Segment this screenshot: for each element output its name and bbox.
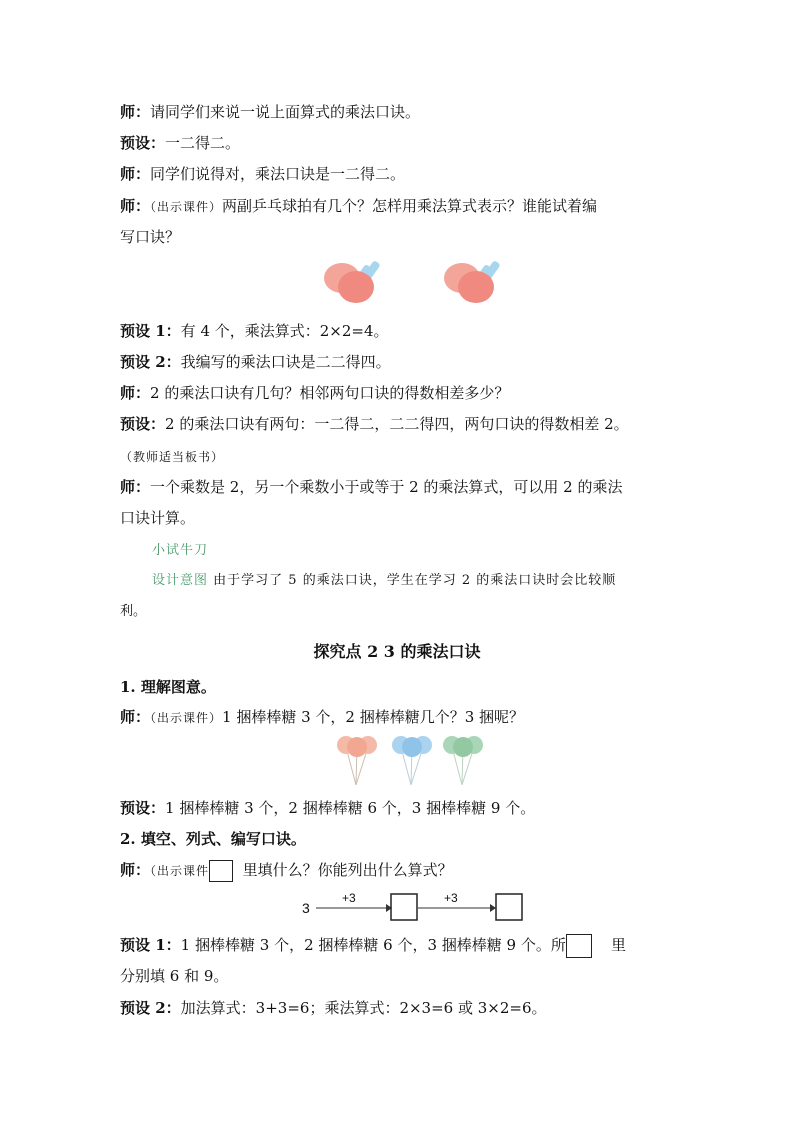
speaker: 师： bbox=[120, 708, 151, 726]
lollipop-bundles-illustration bbox=[336, 733, 486, 791]
blank-box-2 bbox=[496, 894, 522, 920]
arrow-head-2 bbox=[490, 904, 496, 912]
text: 有 4 个，乘法算式：2×2=4。 bbox=[180, 322, 389, 340]
paragraph-12 bbox=[120, 860, 680, 882]
speaker: 师： bbox=[120, 478, 151, 496]
lollipop-bundle-icon bbox=[337, 736, 377, 785]
design-intent bbox=[152, 571, 712, 591]
text: 1 捆棒棒糖 3 个，2 捆棒棒糖 6 个，3 捆棒棒糖 9 个。 bbox=[165, 799, 536, 817]
paren-note: （教师适当板书） bbox=[120, 450, 225, 464]
text: 请同学们来说一说上面算式的乘法口诀。 bbox=[150, 103, 421, 121]
design-text: 利。 bbox=[120, 604, 147, 619]
paragraph-5 bbox=[120, 321, 680, 341]
paragraph-8-cont bbox=[120, 446, 680, 467]
step-2-title: 2. 填空、列式、编写口诀。 bbox=[120, 830, 306, 848]
paragraph-11 bbox=[120, 798, 680, 818]
speaker: 预设 1： bbox=[120, 936, 181, 954]
paragraph-2 bbox=[120, 133, 680, 153]
paragraph-6 bbox=[120, 352, 680, 372]
step-label-2: +3 bbox=[444, 891, 458, 905]
paragraph-10 bbox=[120, 707, 680, 728]
text: 两副乒乓球拍有几个？怎样用乘法算式表示？谁能试着编 bbox=[222, 197, 598, 215]
text: 一二得二。 bbox=[165, 134, 241, 152]
paragraph-13 bbox=[120, 934, 690, 958]
speaker: 预设： bbox=[120, 799, 166, 817]
paragraph-14 bbox=[120, 998, 680, 1018]
text-tail: 里 bbox=[610, 936, 626, 954]
blank-box bbox=[566, 934, 592, 958]
text: 1 捆棒棒糖 3 个，2 捆棒棒糖 6 个，3 捆棒棒糖 9 个。所 bbox=[180, 936, 566, 954]
design-text: 由于学习了 5 的乘法口诀，学生在学习 2 的乘法口诀时会比较顺 bbox=[213, 573, 617, 588]
paragraph-4 bbox=[120, 196, 680, 217]
text: 口诀计算。 bbox=[120, 509, 196, 527]
paragraph-4-cont bbox=[120, 227, 680, 247]
speaker: 预设 2： bbox=[120, 353, 181, 371]
design-intent-cont bbox=[120, 602, 680, 622]
paragraph-9 bbox=[120, 477, 680, 497]
paren-note: （出示课件 bbox=[150, 864, 210, 878]
text: 1 捆棒棒糖 3 个，2 捆棒棒糖几个？3 捆呢？ bbox=[222, 708, 525, 726]
paragraph-3 bbox=[120, 164, 680, 184]
paragraph-8 bbox=[120, 414, 690, 434]
step-label-1: +3 bbox=[342, 891, 356, 905]
paragraph-9-cont bbox=[120, 508, 680, 528]
paddle-pair-icon bbox=[324, 260, 381, 303]
speaker: 预设 2： bbox=[120, 999, 181, 1017]
paddles-illustration bbox=[318, 254, 508, 310]
text: 2 的乘法口诀有两句：一二得二，二二得四，两句口诀的得数相差 2。 bbox=[165, 415, 629, 433]
design-label: 设计意图 bbox=[152, 573, 209, 588]
text: 2 的乘法口诀有几句？相邻两句口诀的得数相差多少？ bbox=[150, 384, 510, 402]
paragraph-13-cont bbox=[120, 966, 680, 986]
speaker: 师： bbox=[120, 384, 151, 402]
section-tag bbox=[152, 539, 712, 561]
text: 同学们说得对，乘法口诀是一二得二。 bbox=[150, 165, 406, 183]
paragraph-1 bbox=[120, 102, 680, 122]
blank-box bbox=[209, 860, 233, 882]
speaker: 师： bbox=[120, 165, 151, 183]
speaker: 师： bbox=[120, 197, 151, 215]
speaker: 预设： bbox=[120, 134, 166, 152]
section-heading: 探究点 2 3 的乘法口诀 bbox=[313, 642, 481, 661]
lollipop-bundle-icon bbox=[392, 736, 432, 785]
tag-label: 小试牛刀 bbox=[152, 543, 209, 558]
blank-box-1 bbox=[391, 894, 417, 920]
text: 写口诀？ bbox=[120, 228, 181, 246]
speaker: 预设 1： bbox=[120, 322, 181, 340]
text: 加法算式：3+3=6；乘法算式：2×3=6 或 3×2=6。 bbox=[180, 999, 547, 1017]
paragraph-7 bbox=[120, 383, 680, 403]
speaker: 预设： bbox=[120, 415, 166, 433]
text: 里填什么？你能列出什么算式？ bbox=[242, 861, 453, 879]
sequence-diagram bbox=[296, 888, 526, 924]
speaker: 师： bbox=[120, 103, 151, 121]
speaker: 师： bbox=[120, 861, 151, 879]
lollipop-bundle-icon bbox=[443, 736, 483, 785]
text: 我编写的乘法口诀是二二得四。 bbox=[180, 353, 391, 371]
text: 分别填 6 和 9。 bbox=[120, 967, 229, 985]
paren-note: （出示课件） bbox=[150, 711, 223, 725]
start-number: 3 bbox=[302, 900, 310, 916]
step-1-title: 1. 理解图意。 bbox=[120, 678, 216, 696]
paddle-pair-icon bbox=[444, 260, 501, 303]
paren-note: （出示课件） bbox=[150, 200, 223, 214]
text: 一个乘数是 2，另一个乘数小于或等于 2 的乘法算式，可以用 2 的乘法 bbox=[150, 478, 623, 496]
